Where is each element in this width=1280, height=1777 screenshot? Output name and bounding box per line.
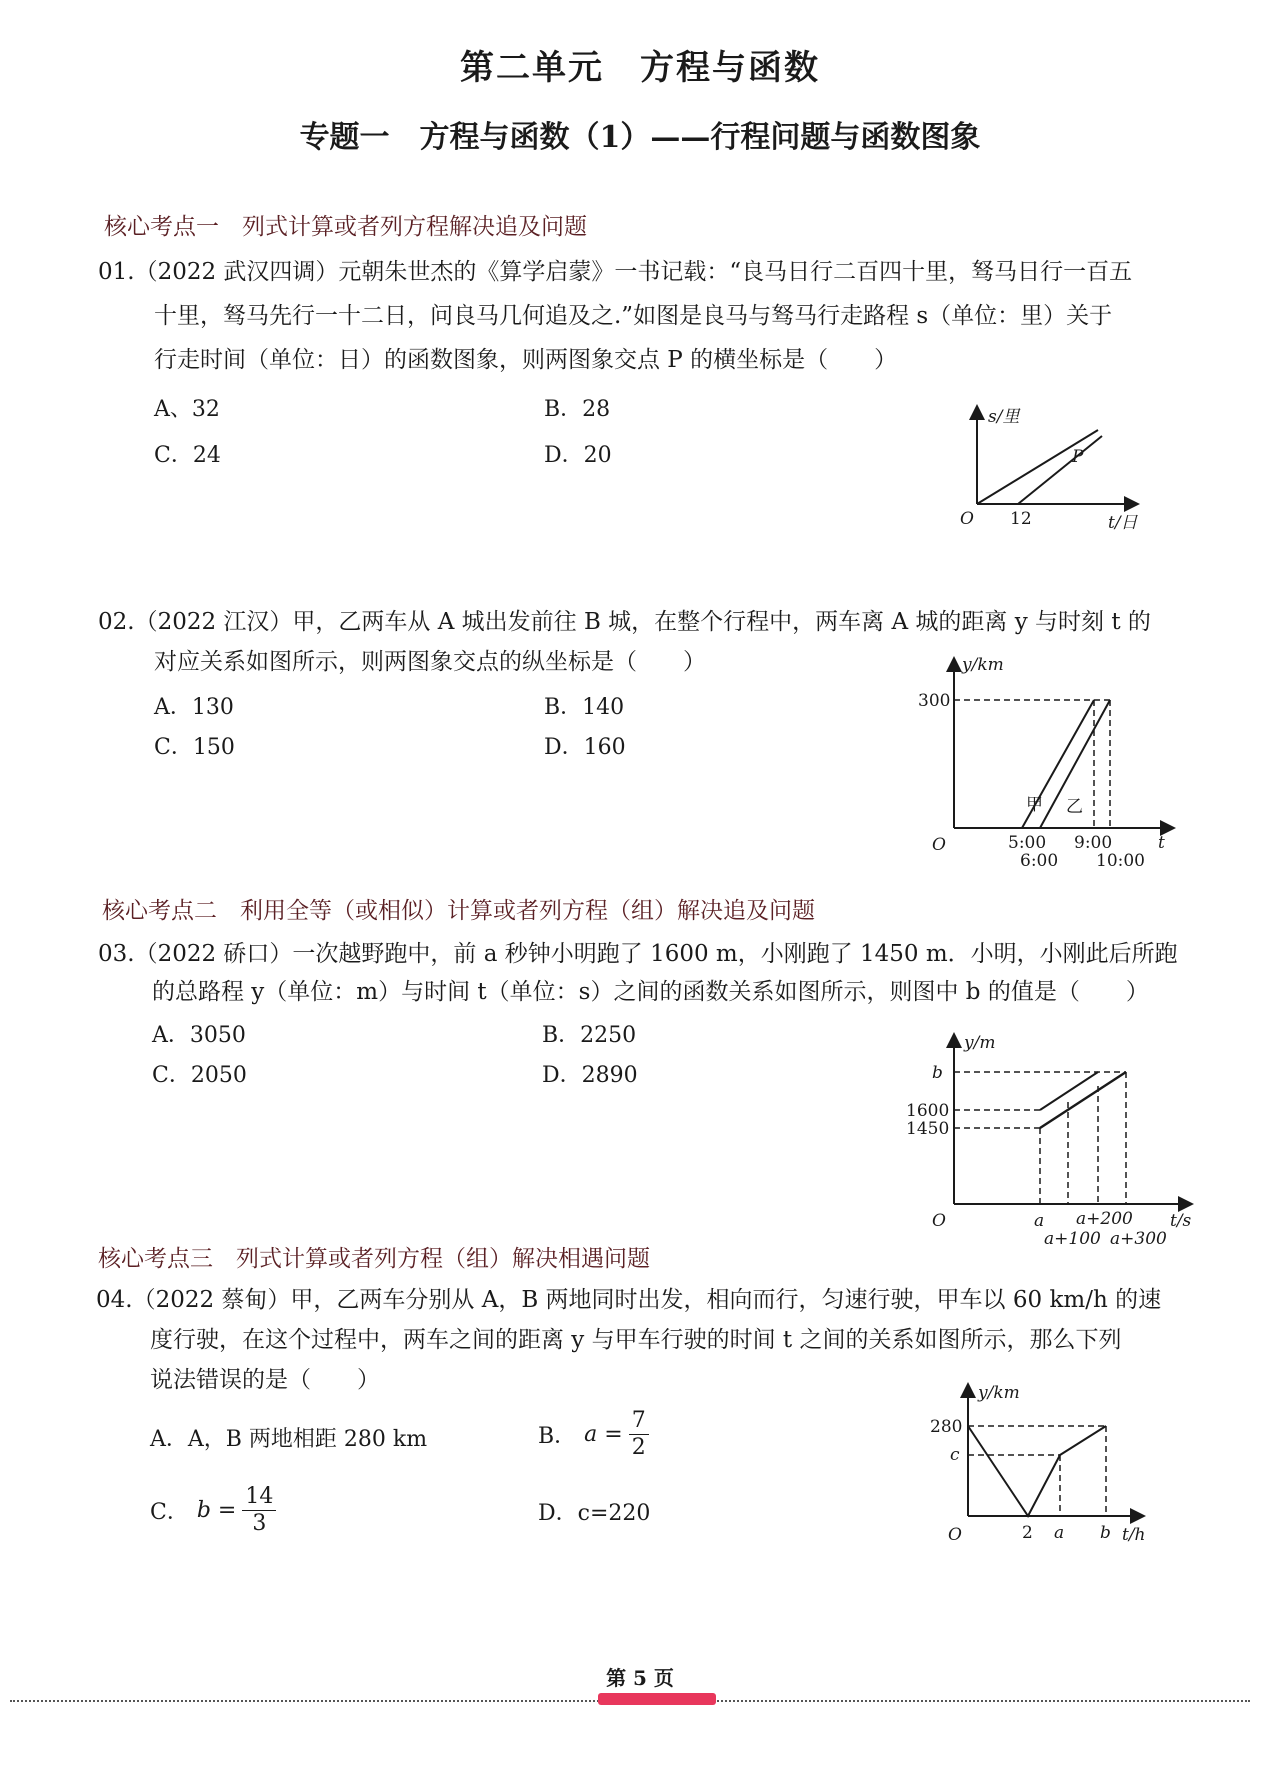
topic-title: 专题一 方程与函数（1）——行程问题与函数图象 — [299, 120, 981, 155]
question-4-line-2: 度行驶，在这个过程中，两车之间的距离 y 与甲车行驶的时间 t 之间的关系如图所示，那么下列 — [150, 1327, 1122, 1353]
q3-x-tick-a: a — [1034, 1211, 1045, 1231]
q1-option-b[interactable]: B．28 — [544, 397, 611, 422]
distance-line — [968, 1426, 1106, 1516]
q1-option-d[interactable]: D．20 — [544, 443, 612, 468]
q1-option-a[interactable]: A、32 — [154, 397, 220, 422]
q3-graph — [900, 1030, 1200, 1255]
q2-option-a[interactable]: A．130 — [154, 695, 234, 720]
q3-option-b[interactable]: B．2250 — [542, 1023, 637, 1048]
question-1-line-2: 十里，驽马先行一十二日，问良马几何追及之.”如图是良马与驽马行走路程 s（单位：里）关于 — [154, 303, 1113, 329]
q4-option-a[interactable]: A．A，B 两地相距 280 km — [150, 1427, 428, 1452]
page-marker-bar — [598, 1693, 716, 1705]
line-xiaoming — [1040, 1072, 1098, 1110]
question-3-line-1: 03.（2022 硚口）一次越野跑中，前 a 秒钟小明跑了 1600 m，小刚跑了 1450 m．小明，小刚此后所跑 — [98, 941, 1178, 967]
question-4-line-3: 说法错误的是（ ） — [150, 1367, 380, 1393]
q4-y-tick-c: c — [950, 1445, 960, 1465]
q2-x-tick-1: 5:00 — [1008, 833, 1047, 853]
q3-option-a[interactable]: A．3050 — [152, 1023, 246, 1048]
q3-option-c[interactable]: C．2050 — [152, 1063, 247, 1088]
line-xiaogang — [1040, 1072, 1126, 1128]
q3-origin-label: O — [932, 1211, 946, 1231]
page-number: 第 5 页 — [606, 1666, 674, 1690]
section-heading-1: 核心考点一 列式计算或者列方程解决追及问题 — [104, 214, 587, 240]
question-2-line-1: 02.（2022 江汉）甲，乙两车从 A 城出发前往 B 城，在整个行程中，两车离 A 城的距离 y 与时刻 t 的 — [98, 609, 1151, 635]
q4-y-tick-280: 280 — [930, 1417, 963, 1437]
q1-x-label: t/日 — [1108, 513, 1138, 533]
q4-option-c-numerator: 14 — [242, 1484, 276, 1511]
q2-x-tick-4: 10:00 — [1096, 851, 1145, 871]
q1-x-tick: 12 — [1010, 509, 1032, 529]
q1-graph — [940, 400, 1140, 540]
q4-x-tick-a: a — [1054, 1523, 1065, 1543]
q2-option-c[interactable]: C．150 — [154, 735, 235, 760]
q2-x-tick-3: 9:00 — [1074, 833, 1113, 853]
q2-series-yi: 乙 — [1066, 797, 1083, 817]
q2-option-b[interactable]: B．140 — [544, 695, 625, 720]
q4-option-b-fraction — [629, 1408, 649, 1461]
q2-option-d[interactable]: D．160 — [544, 735, 626, 760]
q4-option-c-fraction — [242, 1484, 276, 1537]
q4-x-tick-2: 2 — [1022, 1523, 1033, 1543]
q2-x-label: t — [1158, 833, 1165, 853]
q2-origin-label: O — [932, 835, 946, 855]
q1-y-label: s/里 — [988, 407, 1020, 427]
footer — [0, 1662, 1280, 1691]
q1-point-label: P — [1072, 447, 1084, 467]
q4-option-b-var: a = — [584, 1422, 623, 1447]
q1-origin-label: O — [960, 509, 974, 529]
q4-origin-label: O — [948, 1525, 962, 1545]
question-2-line-2: 对应关系如图所示，则两图象交点的纵坐标是（ ） — [154, 649, 706, 675]
q3-option-d[interactable]: D．2890 — [542, 1063, 638, 1088]
q4-graph — [920, 1380, 1160, 1555]
q4-option-c-denominator: 3 — [252, 1511, 267, 1536]
question-3-line-2: 的总路程 y（单位：m）与时间 t（单位：s）之间的函数关系如图所示，则图中 b 的值是（ ） — [152, 979, 1149, 1005]
q3-y-tick-1450: 1450 — [906, 1119, 950, 1139]
section-heading-2: 核心考点二 利用全等（或相似）计算或者列方程（组）解决追及问题 — [102, 898, 815, 924]
q3-y-tick-1600: 1600 — [906, 1101, 950, 1121]
question-4-line-1: 04.（2022 蔡甸）甲，乙两车分别从 A，B 两地同时出发，相向而行，匀速行驶，甲车以 60 km/h 的速 — [96, 1287, 1162, 1313]
q4-y-label: y/km — [978, 1383, 1020, 1403]
question-1-line-1: 01.（2022 武汉四调）元朝朱世杰的《算学启蒙》一书记载：“良马日行二百四十里，驽马日行一百五 — [98, 259, 1133, 285]
q4-x-label: t/h — [1122, 1525, 1146, 1545]
q4-option-c-var: b = — [196, 1498, 237, 1523]
section-heading-3: 核心考点三 列式计算或者列方程（组）解决相遇问题 — [98, 1246, 650, 1272]
q3-x-tick-a200: a+200 — [1076, 1209, 1133, 1229]
q4-option-c-letter: C． — [150, 1500, 189, 1525]
q3-x-tick-a300: a+300 — [1110, 1229, 1167, 1249]
question-1-line-3: 行走时间（单位：日）的函数图象，则两图象交点 P 的横坐标是（ ） — [154, 347, 898, 373]
q4-x-tick-b: b — [1100, 1523, 1111, 1543]
q2-y-tick: 300 — [918, 691, 951, 711]
q2-y-label: y/km — [962, 655, 1004, 675]
q3-y-tick-b: b — [932, 1063, 943, 1083]
q4-option-b-letter: B． — [538, 1424, 577, 1449]
q2-series-jia: 甲 — [1026, 795, 1043, 815]
line-slow-horse — [1018, 436, 1102, 504]
q2-x-tick-2: 6:00 — [1020, 851, 1059, 871]
unit-title: 第二单元 方程与函数 — [460, 48, 820, 88]
q4-option-c[interactable] — [150, 1484, 276, 1537]
q3-x-label: t/s — [1170, 1211, 1192, 1231]
q2-graph — [910, 652, 1180, 872]
line-fast-horse — [977, 430, 1098, 504]
q4-option-b-numerator: 7 — [629, 1408, 649, 1435]
q4-option-b-denominator: 2 — [631, 1435, 646, 1460]
q3-y-label: y/m — [964, 1033, 996, 1053]
q3-x-tick-a100: a+100 — [1044, 1229, 1101, 1249]
q4-option-b[interactable] — [538, 1408, 649, 1461]
q1-option-c[interactable]: C．24 — [154, 443, 221, 468]
q4-option-d[interactable]: D．c=220 — [538, 1501, 651, 1526]
